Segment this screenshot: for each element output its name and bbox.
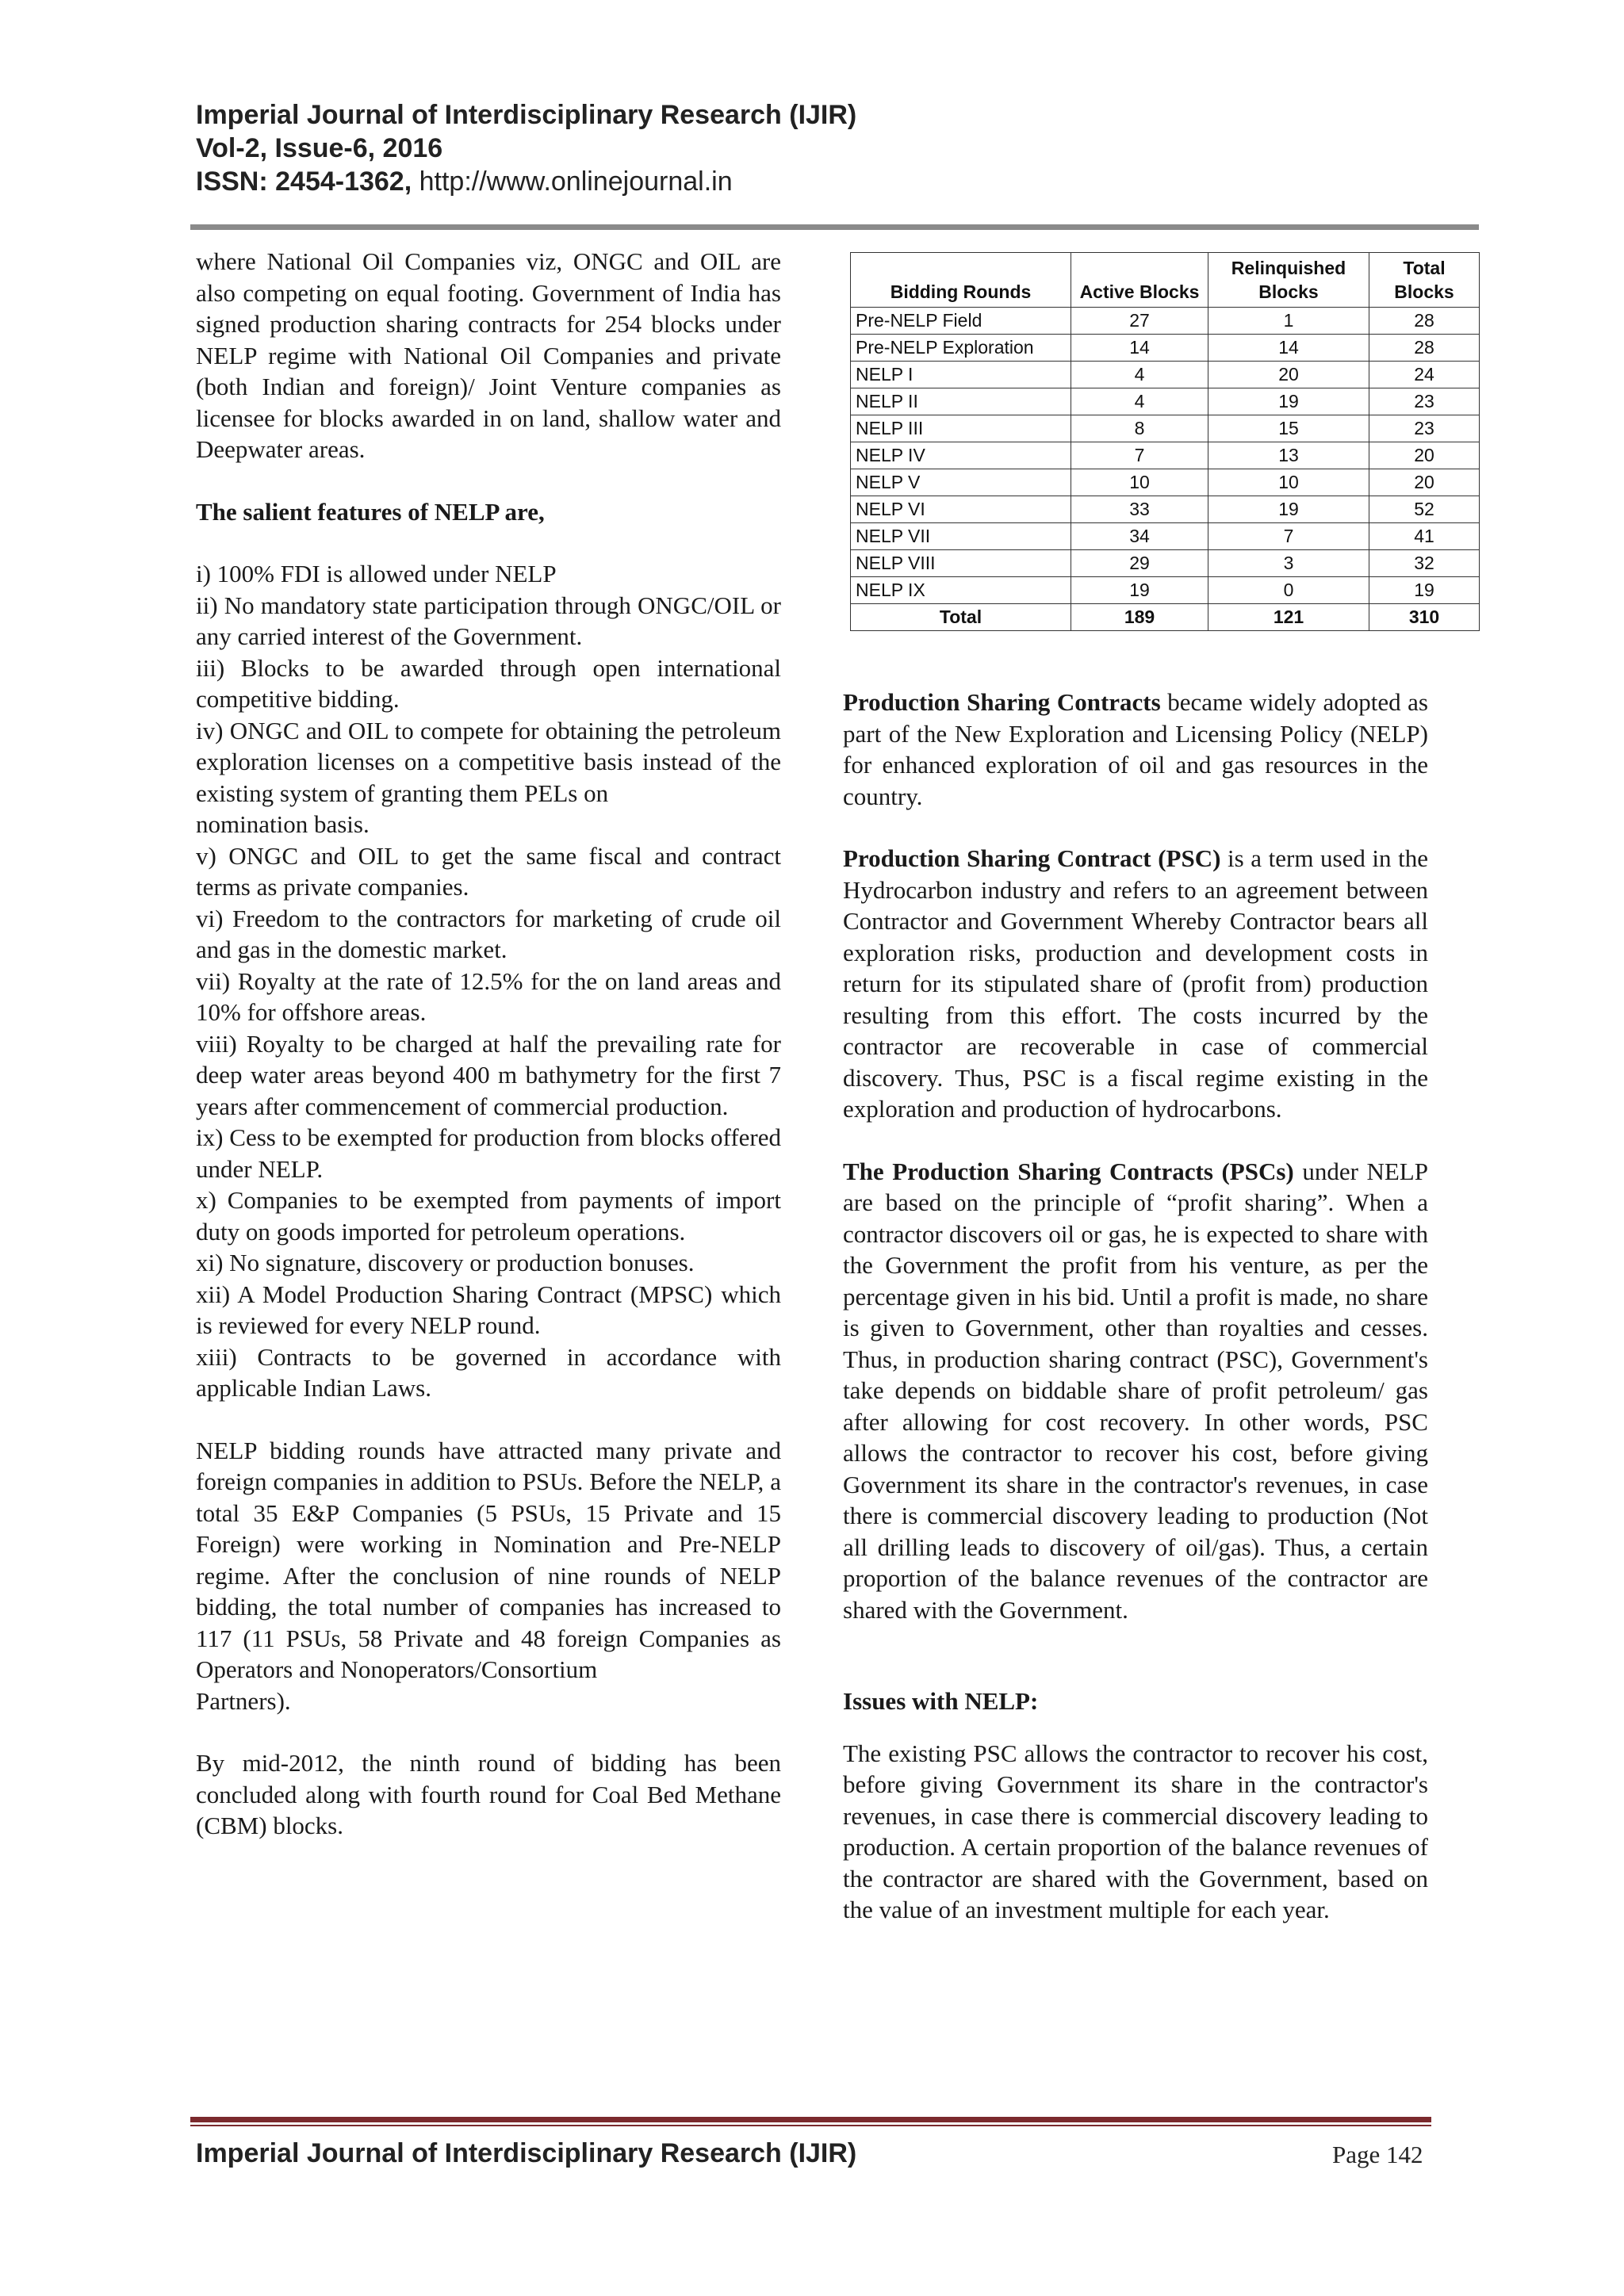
cell-round: NELP V — [851, 469, 1071, 496]
feature-item: x) Companies to be exempted from payments of import duty on goods imported for petroleum operations. — [196, 1186, 781, 1246]
table-row — [851, 308, 1480, 335]
header-divider — [190, 224, 1479, 230]
cell-relinquished: 13 — [1208, 442, 1369, 469]
right-column — [843, 687, 1428, 1926]
cell-total-label: Total — [851, 604, 1071, 631]
table-row — [851, 523, 1480, 550]
bidding-paragraph: NELP bidding rounds have attracted many private and foreign companies in addition to PSUs. Before the NELP, a total 35 E&P Companies (5 PSUs, 15 Private and 15 Foreign) were working in Nomination and Pre-NELP regime. After the conclusion of nine rounds of NELP bidding, the total number of companies has increased to 117 (11 PSUs, 58 Private and 48 foreign Companies as Operators and Nonoperators/Consortium — [196, 1436, 781, 1683]
header-total-blocks: Total Blocks — [1369, 253, 1480, 308]
cell-round: NELP VII — [851, 523, 1071, 550]
cell-active: 34 — [1071, 523, 1208, 550]
page-number: Page 142 — [1332, 2141, 1423, 2168]
cell-round: NELP VIII — [851, 550, 1071, 577]
cell-relinquished: 19 — [1208, 496, 1369, 523]
table-row — [851, 362, 1480, 388]
cell-total: 20 — [1369, 469, 1480, 496]
footer-rule-thin — [190, 2125, 1431, 2126]
mid2012-paragraph: By mid-2012, the ninth round of bidding has been concluded along with fourth round for Coal Bed Methane (CBM) blocks. — [196, 1749, 781, 1839]
cell-total-blocks: 310 — [1369, 604, 1480, 631]
cell-relinquished: 3 — [1208, 550, 1369, 577]
journal-title: Imperial Journal of Interdisciplinary Research (IJIR) — [196, 100, 857, 130]
psc-definition-term: Production Sharing Contract (PSC) — [843, 844, 1221, 872]
cell-active: 19 — [1071, 577, 1208, 604]
feature-item: ix) Cess to be exempted for production from blocks offered under NELP. — [196, 1123, 781, 1183]
psc-term: Production Sharing Contracts — [843, 688, 1161, 716]
feature-item: xi) No signature, discovery or production bonuses. — [196, 1249, 695, 1276]
feature-item: vii) Royalty at the rate of 12.5% for the on land areas and 10% for offshore areas. — [196, 966, 781, 1026]
left-column — [196, 246, 781, 1842]
cell-total: 28 — [1369, 335, 1480, 362]
cell-relinquished: 14 — [1208, 335, 1369, 362]
feature-item: vi) Freedom to the contractors for marketing of crude oil and gas in the domestic market. — [196, 904, 781, 963]
cell-total: 23 — [1369, 415, 1480, 442]
feature-item: v) ONGC and OIL to get the same fiscal and contract terms as private companies. — [196, 841, 781, 901]
cell-active: 33 — [1071, 496, 1208, 523]
cell-round: NELP IX — [851, 577, 1071, 604]
feature-item: viii) Royalty to be charged at half the prevailing rate for deep water areas beyond 400 m bathymetry for the first 7 years after commencement of commercial production. — [196, 1029, 781, 1120]
pscs-principle-paragraph — [843, 1156, 1428, 1626]
psc-adoption-text: became widely adopted as part of the New Exploration and Licensing Policy (NELP) for enhanced exploration of oil and gas resources in the country. — [843, 688, 1428, 810]
table-row — [851, 496, 1480, 523]
pscs-term: The Production Sharing Contracts (PSCs) — [843, 1157, 1294, 1185]
cell-total-active: 189 — [1071, 604, 1208, 631]
table-body — [851, 308, 1480, 631]
cell-round: Pre-NELP Exploration — [851, 335, 1071, 362]
journal-url: http://www.onlinejournal.in — [412, 166, 733, 197]
cell-total: 19 — [1369, 577, 1480, 604]
table-header-row — [851, 253, 1480, 308]
feature-item: i) 100% FDI is allowed under NELP — [196, 560, 557, 587]
feature-item: nomination basis. — [196, 810, 370, 838]
feature-item: iii) Blocks to be awarded through open international competitive bidding. — [196, 653, 781, 713]
footer-rule — [190, 2117, 1431, 2122]
cell-round: NELP IV — [851, 442, 1071, 469]
table-row — [851, 388, 1480, 415]
table-row — [851, 442, 1480, 469]
pscs-principle-text: under NELP are based on the principle of “profit sharing”. When a contractor discovers oil or gas, he is expected to share with the Government the profit from his venture, as per the percentage given in his bid. Until a profit is made, no share is given to Government, other than royalties and cesses. Thus, in production sharing contract (PSC), Government's take depends on biddable share of profit petroleum/ gas after allowing for cost recovery. In other words, PSC allows the contractor to recover his cost, before giving Government its share in the contractor's revenues, in case there is commercial discovery leading to production (Not all drilling leads to discovery of oil/gas). Thus, a certain proportion of the balance revenues of the contractor are shared with the Government. — [843, 1157, 1428, 1624]
psc-definition-paragraph — [843, 843, 1428, 1125]
issues-paragraph: The existing PSC allows the contractor to recover his cost, before giving Government its share in the contractor's revenues, in case there is commercial discovery leading to production. A certain proportion of the balance revenues of the contractor are shared with the Government, based on the value of an investment multiple for each year. — [843, 1739, 1428, 1923]
cell-total: 28 — [1369, 308, 1480, 335]
cell-total: 32 — [1369, 550, 1480, 577]
feature-item: iv) ONGC and OIL to compete for obtaining the petroleum exploration licenses on a competitive basis instead of the existing system of granting them PELs on — [196, 716, 781, 807]
cell-round: NELP II — [851, 388, 1071, 415]
cell-round: Pre-NELP Field — [851, 308, 1071, 335]
features-list — [196, 558, 781, 1404]
cell-relinquished: 19 — [1208, 388, 1369, 415]
header-bidding-rounds: Bidding Rounds — [851, 253, 1071, 308]
table-row — [851, 415, 1480, 442]
psc-definition-text: is a term used in the Hydrocarbon industry and refers to an agreement between Contractor and Government Whereby Contractor bears all exploration risks, production and development costs in return for its stipulated share of (profit from) production resulting from this effort. The costs incurred by the contractor are recoverable in case of commercial discovery. Thus, PSC is a fiscal regime existing in the exploration and production of hydrocarbons. — [843, 844, 1428, 1123]
table-row — [851, 577, 1480, 604]
cell-total: 23 — [1369, 388, 1480, 415]
table-total-row — [851, 604, 1480, 631]
cell-active: 29 — [1071, 550, 1208, 577]
journal-header — [196, 98, 1465, 198]
cell-active: 27 — [1071, 308, 1208, 335]
header-active-blocks: Active Blocks — [1071, 253, 1208, 308]
cell-total: 20 — [1369, 442, 1480, 469]
cell-relinquished: 10 — [1208, 469, 1369, 496]
cell-total: 41 — [1369, 523, 1480, 550]
journal-issn: ISSN: 2454-1362, — [196, 166, 412, 197]
psc-adoption-paragraph — [843, 687, 1428, 812]
journal-issn-line — [196, 165, 1465, 198]
cell-relinquished: 0 — [1208, 577, 1369, 604]
cell-active: 8 — [1071, 415, 1208, 442]
cell-active: 10 — [1071, 469, 1208, 496]
cell-total: 24 — [1369, 362, 1480, 388]
table-row — [851, 469, 1480, 496]
header-relinquished-blocks: Relinquished Blocks — [1208, 253, 1369, 308]
intro-paragraph: where National Oil Companies viz, ONGC and OIL are also competing on equal footing. Government of India has signed production sharing contracts for 254 blocks under NELP regime with National Oil Companies and private (both Indian and foreign)/ Joint Venture companies as licensee for blocks awarded in on land, shallow water and Deepwater areas. — [196, 247, 781, 463]
cell-relinquished: 20 — [1208, 362, 1369, 388]
bidding-rounds-table — [850, 252, 1480, 631]
feature-item: xii) A Model Production Sharing Contract (MPSC) which is reviewed for every NELP round. — [196, 1280, 781, 1339]
cell-active: 14 — [1071, 335, 1208, 362]
table-row — [851, 335, 1480, 362]
cell-active: 4 — [1071, 388, 1208, 415]
features-heading: The salient features of NELP are, — [196, 497, 545, 526]
issues-heading: Issues with NELP: — [843, 1687, 1039, 1715]
cell-total: 52 — [1369, 496, 1480, 523]
table-row — [851, 550, 1480, 577]
journal-volume: Vol-2, Issue-6, 2016 — [196, 133, 443, 163]
feature-item: xiii) Contracts to be governed in accordance with applicable Indian Laws. — [196, 1342, 781, 1402]
bidding-paragraph-end: Partners). — [196, 1686, 291, 1715]
cell-active: 4 — [1071, 362, 1208, 388]
cell-relinquished: 7 — [1208, 523, 1369, 550]
footer-journal: Imperial Journal of Interdisciplinary Research (IJIR) — [196, 2138, 857, 2168]
cell-active: 7 — [1071, 442, 1208, 469]
cell-relinquished: 1 — [1208, 308, 1369, 335]
cell-round: NELP I — [851, 362, 1071, 388]
cell-relinquished: 15 — [1208, 415, 1369, 442]
cell-total-relinquished: 121 — [1208, 604, 1369, 631]
feature-item: ii) No mandatory state participation through ONGC/OIL or any carried interest of the Government. — [196, 591, 781, 650]
cell-round: NELP VI — [851, 496, 1071, 523]
cell-round: NELP III — [851, 415, 1071, 442]
